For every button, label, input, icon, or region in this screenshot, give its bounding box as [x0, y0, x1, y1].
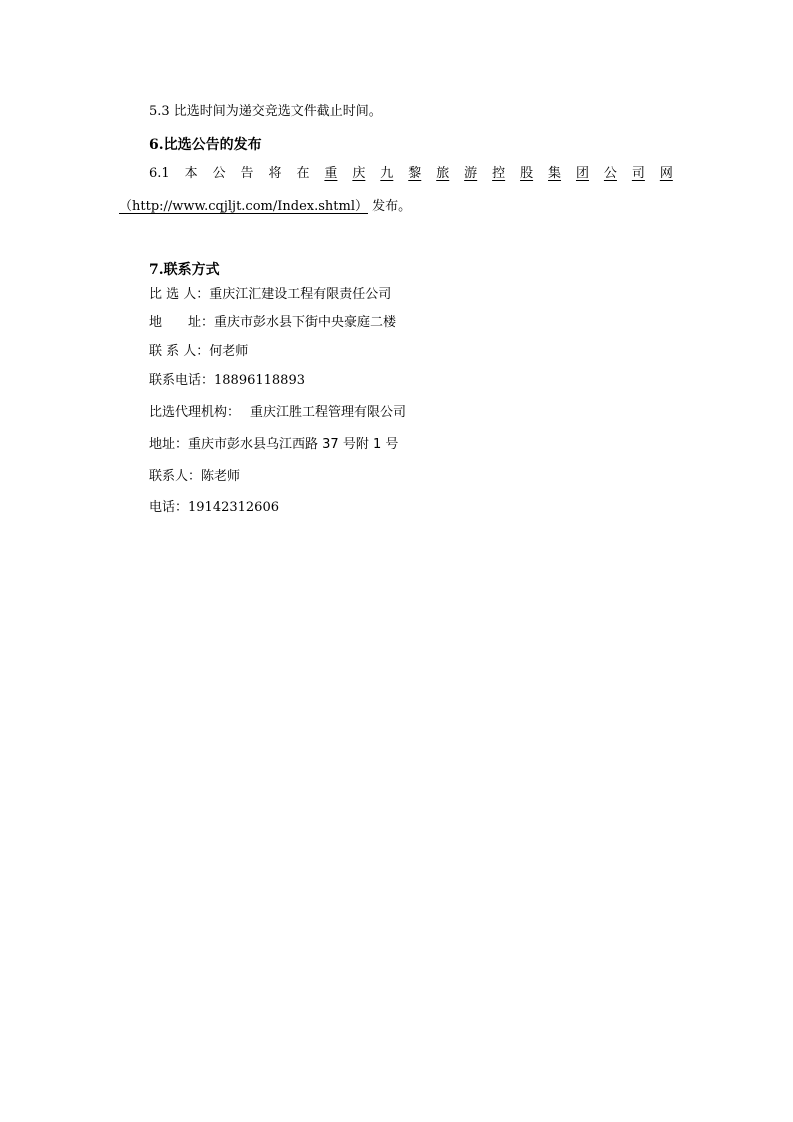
section-6-heading: 6.比选公告的发布 — [149, 137, 262, 153]
text-char: 告 — [240, 166, 254, 181]
link-char: 控 — [492, 166, 506, 181]
contact-label: 联 系 人： — [149, 344, 210, 359]
text-char: 将 — [268, 166, 282, 181]
address-value: 重庆市彭水县下街中央豪庭二楼 — [214, 315, 397, 330]
section-7-heading: 7.联系方式 — [149, 262, 220, 278]
agency-address-prefix: 地址：重庆市彭水县乌江西路 — [149, 437, 319, 452]
agency-value: 重庆江胜工程管理有限公司 — [250, 405, 407, 420]
bidder-row — [149, 287, 391, 303]
address-label: 地 址： — [149, 315, 215, 330]
link-char: 司 — [631, 166, 645, 181]
agency-phone-row: 电话：19142312606 — [149, 500, 279, 515]
phone-row — [149, 373, 305, 389]
website-line — [119, 199, 411, 215]
link-char: 网 — [659, 166, 673, 181]
agency-address-number: 37 — [322, 437, 339, 452]
text-char: 本 — [184, 166, 198, 181]
agency-label: 比选代理机构： — [149, 405, 241, 420]
link-char: 庆 — [352, 166, 366, 181]
link-char: 九 — [380, 166, 394, 181]
agency-address-mid: 号附 — [342, 437, 369, 452]
link-char: 公 — [603, 166, 617, 181]
bidder-label: 比 选 人： — [149, 287, 210, 302]
item-number: 6.1 — [149, 166, 170, 181]
publish-suffix: 发布。 — [372, 199, 412, 214]
agency-address-number: 1 — [373, 437, 382, 452]
link-char: 重 — [324, 166, 338, 181]
website-url-link[interactable]: （http://www.cqjljt.com/Index.shtml） — [119, 199, 368, 214]
link-char: 团 — [575, 166, 589, 181]
phone-label: 联系电话： — [149, 373, 215, 388]
agency-row — [149, 405, 406, 421]
bidder-value: 重庆江汇建设工程有限责任公司 — [209, 287, 392, 302]
link-char: 集 — [548, 166, 562, 181]
item-5-3: 5.3 比选时间为递交竞选文件截止时间。 — [149, 104, 382, 119]
link-char: 旅 — [436, 166, 450, 181]
item-6-1 — [149, 166, 673, 182]
link-char: 股 — [520, 166, 534, 181]
link-char: 游 — [464, 166, 478, 181]
text-char: 公 — [212, 166, 226, 181]
text-char: 在 — [296, 166, 310, 181]
contact-row — [149, 344, 248, 360]
contact-value: 何老师 — [209, 344, 249, 359]
agency-contact-row: 联系人：陈老师 — [149, 469, 241, 484]
phone-value: 18896118893 — [214, 373, 305, 388]
address-row — [149, 315, 396, 331]
agency-address-suffix: 号 — [385, 437, 399, 452]
link-char: 黎 — [408, 166, 422, 181]
agency-address-row — [149, 437, 398, 453]
